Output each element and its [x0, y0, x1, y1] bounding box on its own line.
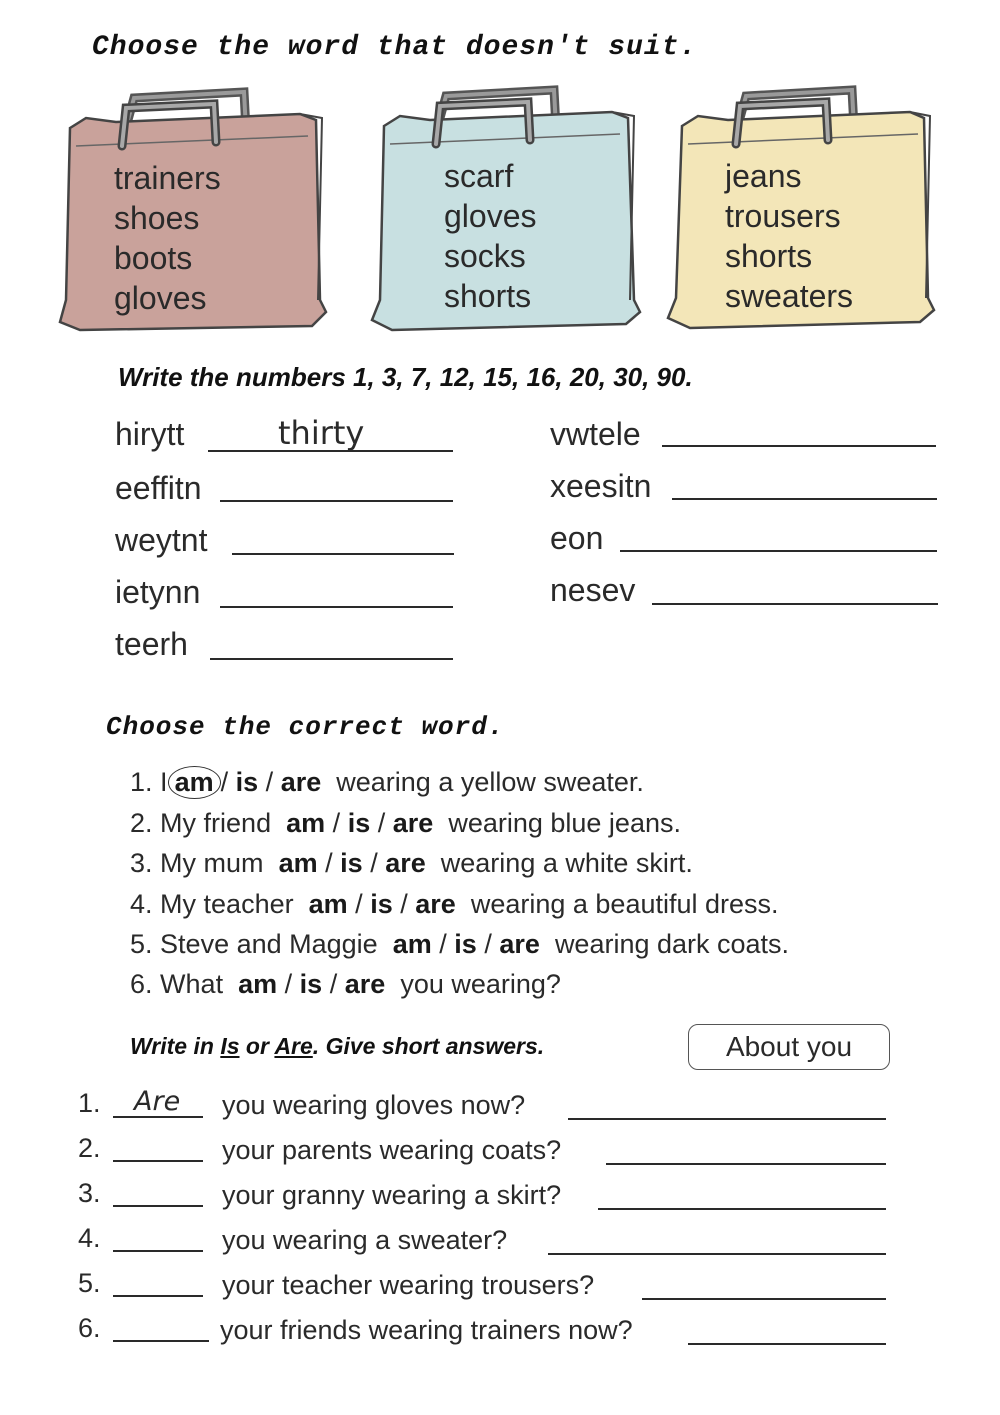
- sentence-start: My mum: [160, 848, 264, 878]
- title-part: . Give short answers.: [312, 1033, 545, 1059]
- fill-blank[interactable]: [113, 1160, 203, 1162]
- separator: /: [377, 808, 386, 838]
- scrambled-word: weytnt: [115, 522, 208, 558]
- title-part: or: [245, 1033, 269, 1059]
- separator: /: [484, 929, 492, 959]
- separator: /: [329, 969, 338, 999]
- section1-title: Choose the word that doesn't suit.: [92, 32, 698, 63]
- separator: /: [439, 929, 447, 959]
- sentence-start: Steve and Maggie: [160, 929, 378, 959]
- short-answer-line[interactable]: [598, 1208, 886, 1210]
- question-number: 5.: [78, 1268, 101, 1298]
- item-number: 2.: [130, 808, 153, 838]
- option-are[interactable]: are: [385, 848, 426, 878]
- question-text: your granny wearing a skirt?: [222, 1180, 562, 1210]
- title-is-word: Is: [220, 1033, 240, 1059]
- answer-line[interactable]: [672, 498, 937, 500]
- sentence-start: My teacher: [160, 889, 294, 919]
- bag-word[interactable]: shorts: [725, 238, 813, 274]
- sentence-3: [130, 848, 693, 879]
- bag-word[interactable]: shoes: [114, 200, 200, 236]
- option-am[interactable]: am: [238, 969, 278, 999]
- question-number: 4.: [78, 1223, 101, 1253]
- bag-word[interactable]: shorts: [444, 278, 532, 314]
- question-text: you wearing a sweater?: [222, 1225, 508, 1255]
- fill-blank[interactable]: [113, 1295, 203, 1297]
- option-is[interactable]: is: [454, 929, 477, 959]
- bag-word[interactable]: jeans: [725, 158, 802, 194]
- option-are[interactable]: are: [280, 767, 322, 797]
- sentence-end: wearing a yellow sweater.: [336, 767, 644, 797]
- item-number: 4.: [130, 889, 153, 919]
- option-are[interactable]: are: [392, 808, 434, 838]
- handwritten-answer: thirty: [278, 414, 365, 452]
- sentence-end: wearing dark coats.: [554, 929, 790, 959]
- sentence-end: you wearing?: [400, 969, 561, 999]
- bag-word[interactable]: trainers: [114, 160, 221, 196]
- separator: /: [325, 848, 333, 878]
- short-answer-line[interactable]: [548, 1253, 886, 1255]
- short-answer-line[interactable]: [606, 1163, 886, 1165]
- option-am[interactable]: am: [392, 929, 432, 959]
- question-text: your friends wearing trainers now?: [220, 1315, 633, 1345]
- fill-blank[interactable]: [113, 1205, 203, 1207]
- bag-1-word-list: [114, 158, 221, 318]
- separator: /: [355, 889, 363, 919]
- option-is[interactable]: is: [235, 767, 259, 797]
- answer-line[interactable]: [662, 445, 936, 447]
- answer-line[interactable]: [620, 550, 937, 552]
- option-are[interactable]: are: [415, 889, 456, 919]
- sentence-start: My friend: [160, 808, 272, 838]
- bag-3-word-list: [725, 156, 853, 316]
- bag-word[interactable]: sweaters: [725, 278, 854, 314]
- title-are-word: Are: [274, 1033, 313, 1059]
- answer-line[interactable]: [652, 603, 938, 605]
- separator: /: [332, 808, 341, 838]
- question-number: 2.: [78, 1133, 101, 1163]
- question-number: 1.: [78, 1088, 101, 1118]
- separator: /: [370, 848, 378, 878]
- option-is[interactable]: is: [340, 848, 363, 878]
- question-text: your parents wearing coats?: [222, 1135, 562, 1165]
- scrambled-word: ietynn: [115, 574, 201, 610]
- item-number: 6.: [130, 969, 153, 999]
- sentence-4: [130, 889, 779, 920]
- sentence-1: [130, 766, 644, 799]
- answer-line[interactable]: [220, 606, 453, 608]
- about-you-label: About you: [688, 1024, 890, 1070]
- sentence-5: [130, 929, 789, 960]
- bag-word[interactable]: gloves: [444, 198, 537, 234]
- bag-word[interactable]: scarf: [444, 158, 514, 194]
- sentence-end: wearing blue jeans.: [448, 808, 681, 838]
- sentence-6: [130, 969, 561, 1000]
- scrambled-word: eeffitn: [115, 470, 202, 506]
- option-are[interactable]: are: [499, 929, 540, 959]
- bag-word[interactable]: gloves: [114, 280, 207, 316]
- option-am[interactable]: am: [278, 848, 318, 878]
- bag-word[interactable]: trousers: [725, 198, 841, 234]
- scrambled-word: teerh: [115, 626, 188, 662]
- question-text: your teacher wearing trousers?: [222, 1270, 595, 1300]
- sentence-2: [130, 808, 681, 839]
- fill-blank[interactable]: [113, 1340, 209, 1342]
- short-answer-line[interactable]: [688, 1343, 886, 1345]
- separator: /: [265, 767, 274, 797]
- sentence-end: wearing a white skirt.: [440, 848, 693, 878]
- bag-2-word-list: [444, 156, 537, 316]
- section3-title: Choose the correct word.: [106, 712, 505, 742]
- separator: /: [220, 767, 229, 797]
- option-am-circled[interactable]: am: [168, 766, 221, 799]
- item-number: 3.: [130, 848, 153, 878]
- separator: /: [284, 969, 293, 999]
- sentence-start: What: [160, 969, 224, 999]
- title-part: Write in: [130, 1033, 214, 1059]
- short-answer-line[interactable]: [568, 1118, 886, 1120]
- sentence-start: I: [160, 767, 168, 797]
- answer-line[interactable]: [220, 500, 453, 502]
- scrambled-word: xeesitn: [550, 468, 652, 504]
- question-text: you wearing gloves now?: [222, 1090, 526, 1120]
- option-is[interactable]: is: [347, 808, 371, 838]
- scrambled-word: hirytt: [115, 416, 185, 452]
- answer-line[interactable]: [232, 553, 454, 555]
- short-answer-line[interactable]: [642, 1298, 886, 1300]
- scrambled-word: nesev: [550, 572, 636, 608]
- option-is[interactable]: is: [299, 969, 323, 999]
- question-number: 3.: [78, 1178, 101, 1208]
- fill-blank[interactable]: [113, 1250, 203, 1252]
- answer-line[interactable]: [210, 658, 453, 660]
- option-am[interactable]: am: [308, 889, 348, 919]
- option-am[interactable]: am: [286, 808, 326, 838]
- bag-word[interactable]: boots: [114, 240, 193, 276]
- section2-title: Write the numbers 1, 3, 7, 12, 15, 16, 20, 30, 90.: [118, 362, 693, 392]
- option-is[interactable]: is: [370, 889, 393, 919]
- item-number: 1.: [130, 767, 153, 797]
- question-number: 6.: [78, 1313, 101, 1343]
- option-are[interactable]: are: [344, 969, 386, 999]
- item-number: 5.: [130, 929, 153, 959]
- sentence-end: wearing a beautiful dress.: [470, 889, 779, 919]
- section4-title: [130, 1033, 544, 1060]
- bag-word[interactable]: socks: [444, 238, 526, 274]
- handwritten-fill: Are: [134, 1086, 181, 1117]
- scrambled-word: eon: [550, 520, 604, 556]
- scrambled-word: vwtele: [550, 416, 641, 452]
- separator: /: [400, 889, 408, 919]
